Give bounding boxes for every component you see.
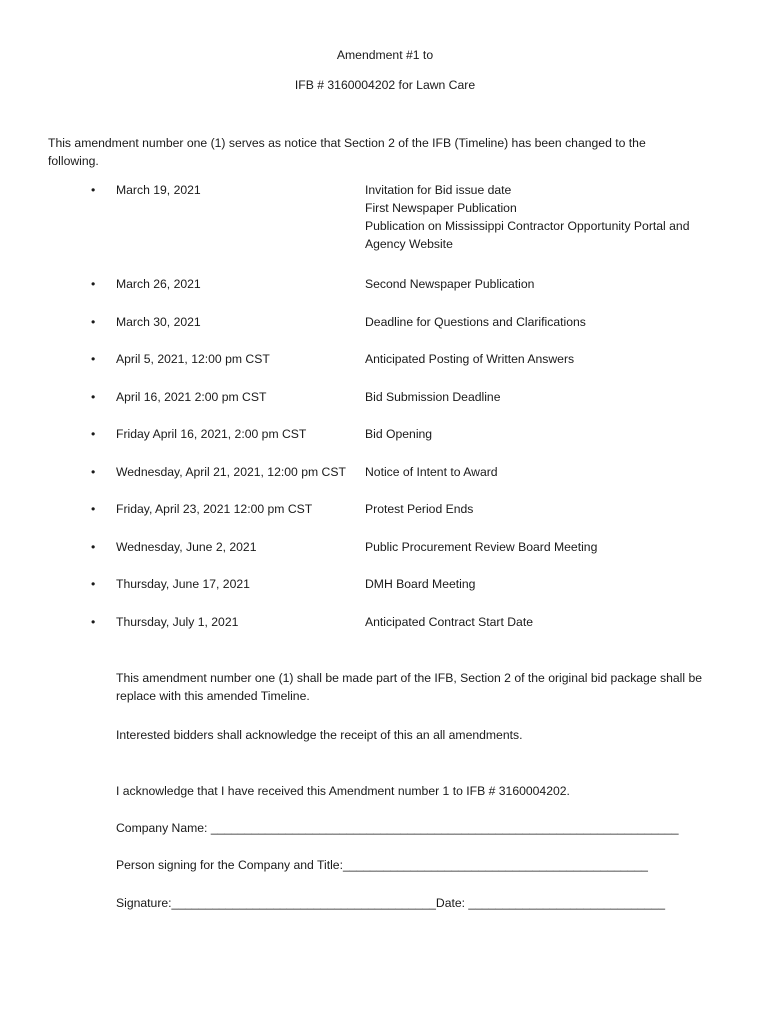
timeline-event-line: DMH Board Meeting: [365, 577, 476, 591]
bullet-icon: •: [91, 540, 96, 554]
bullet-icon: •: [91, 577, 96, 591]
bullet-icon: •: [91, 615, 96, 629]
timeline-event: [365, 350, 720, 368]
timeline-event-line: Anticipated Contract Start Date: [365, 615, 534, 629]
timeline-event: [365, 613, 720, 631]
company-name-field: Company Name: _____________________________________________________________________: [116, 821, 679, 835]
signature-date-field: Signature:_______________________________________Date: _____________________________: [116, 896, 665, 910]
timeline-event-line: Bid Submission Deadline: [365, 390, 501, 404]
timeline-event-line: Protest Period Ends: [365, 502, 474, 516]
timeline-date: Friday, April 23, 2021 12:00 pm CST: [116, 502, 313, 516]
document-title-line2: IFB # 3160004202 for Lawn Care: [294, 78, 476, 92]
bullet-icon: •: [91, 427, 96, 441]
timeline-date: Wednesday, April 21, 2021, 12:00 pm CST: [116, 465, 346, 479]
bullet-icon: •: [91, 502, 96, 516]
bullet-icon: •: [91, 183, 96, 197]
timeline-event: [365, 313, 720, 331]
bullet-icon: •: [91, 352, 96, 366]
timeline-date: Friday April 16, 2021, 2:00 pm CST: [116, 427, 307, 441]
timeline-event-line: Second Newspaper Publication: [365, 277, 535, 291]
timeline-event: [365, 538, 720, 556]
timeline-event-line: First Newspaper Publication: [365, 201, 517, 215]
timeline-event: [365, 275, 720, 293]
bullet-icon: •: [91, 277, 96, 291]
timeline-event: [365, 181, 720, 253]
timeline-event-line: Bid Opening: [365, 427, 433, 441]
timeline-event-line: Public Procurement Review Board Meeting: [365, 540, 598, 554]
bullet-icon: •: [91, 465, 96, 479]
timeline-date: April 16, 2021 2:00 pm CST: [116, 390, 267, 404]
acknowledge-instruction: Interested bidders shall acknowledge the receipt of this an all amendments.: [116, 728, 523, 742]
timeline-event: [365, 388, 720, 406]
timeline-event: [365, 575, 720, 593]
document-title-line1: Amendment #1 to: [336, 48, 434, 62]
timeline-event: [365, 500, 720, 518]
timeline-event-line: Agency Website: [365, 237, 453, 251]
timeline-date: Thursday, July 1, 2021: [116, 615, 239, 629]
closing-paragraph: This amendment number one (1) shall be made part of the IFB, Section 2 of the original bid package shall be replace with this amended Timeline.: [116, 671, 703, 703]
acknowledgement-statement: I acknowledge that I have received this Amendment number 1 to IFB # 3160004202.: [116, 784, 570, 798]
timeline-event-line: Publication on Mississippi Contractor Opportunity Portal and: [365, 219, 690, 233]
timeline-event: [365, 425, 720, 443]
bullet-icon: •: [91, 315, 96, 329]
timeline-date: Wednesday, June 2, 2021: [116, 540, 257, 554]
timeline-date: Thursday, June 17, 2021: [116, 577, 250, 591]
timeline-date: March 19, 2021: [116, 183, 201, 197]
bullet-icon: •: [91, 390, 96, 404]
timeline-event-line: Deadline for Questions and Clarifications: [365, 315, 586, 329]
timeline-event-line: Notice of Intent to Award: [365, 465, 498, 479]
timeline-date: March 30, 2021: [116, 315, 201, 329]
timeline-date: April 5, 2021, 12:00 pm CST: [116, 352, 270, 366]
timeline-date: March 26, 2021: [116, 277, 201, 291]
person-title-field: Person signing for the Company and Title:_____________________________________________: [116, 858, 648, 872]
timeline-event: [365, 463, 720, 481]
timeline-event-line: Invitation for Bid issue date: [365, 183, 512, 197]
timeline-event-line: Anticipated Posting of Written Answers: [365, 352, 575, 366]
intro-paragraph: This amendment number one (1) serves as notice that Section 2 of the IFB (Timeline) has been changed to the following.: [48, 136, 646, 168]
